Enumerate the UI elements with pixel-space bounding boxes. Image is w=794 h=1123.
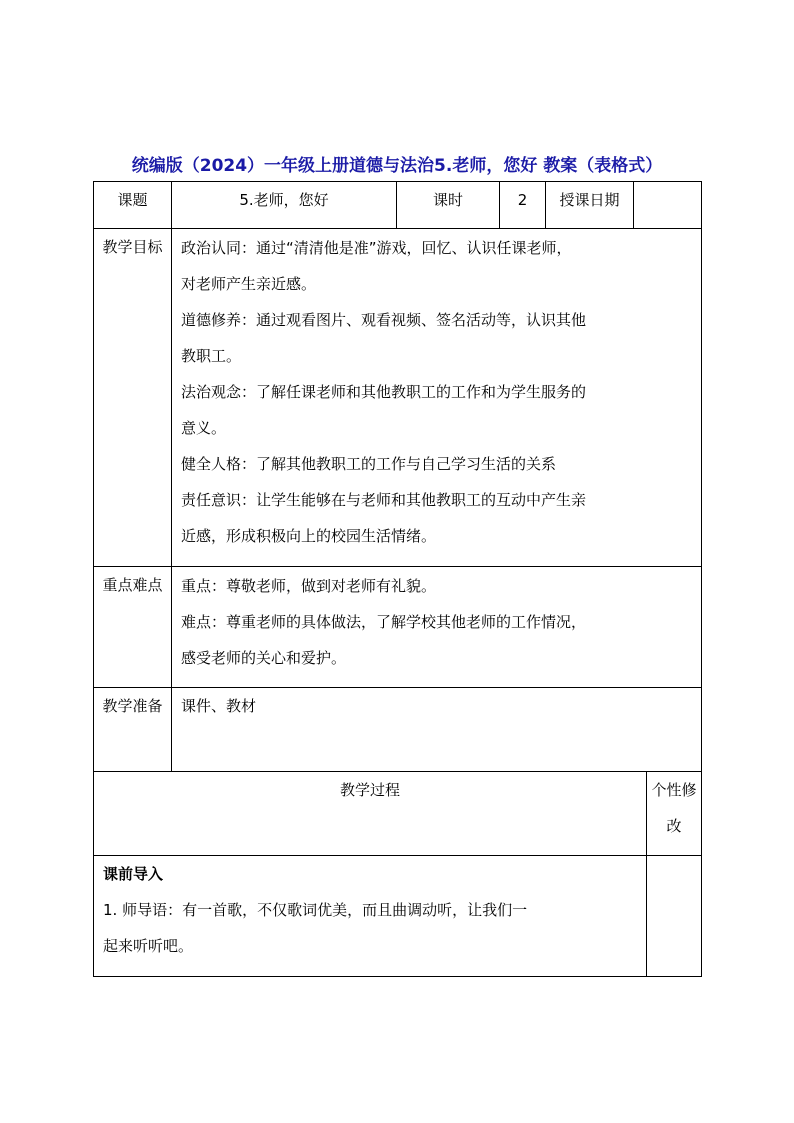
process-header-row xyxy=(94,772,702,856)
intro-personal-edit xyxy=(647,856,702,977)
preparation-value: 课件、教材 xyxy=(181,697,257,715)
objective-line: 道德修养：通过观看图片、观看视频、签名活动等，认识其他 xyxy=(181,311,587,329)
objective-line: 近感，形成积极向上的校园生活情绪。 xyxy=(181,527,437,545)
key-points-label: 重点难点 xyxy=(94,567,172,688)
preparation-content xyxy=(172,688,702,772)
intro-line: 1. 师导语：有一首歌，不仅歌词优美，而且曲调动听，让我们一 xyxy=(103,901,528,919)
key-point-line: 难点：尊重老师的具体做法，了解学校其他老师的工作情况， xyxy=(181,613,587,631)
objective-line: 对老师产生亲近感。 xyxy=(181,275,317,293)
topic-label: 课题 xyxy=(94,182,172,229)
intro-row xyxy=(94,856,702,977)
intro-content xyxy=(94,856,647,977)
key-points-content xyxy=(172,567,702,688)
date-label: 授课日期 xyxy=(546,182,634,229)
period-label: 课时 xyxy=(397,182,500,229)
process-header xyxy=(94,772,647,856)
key-point-line: 重点：尊敬老师，做到对老师有礼貌。 xyxy=(181,577,437,595)
objective-line: 责任意识：让学生能够在与老师和其他教职工的互动中产生亲 xyxy=(181,491,587,509)
lesson-plan-table xyxy=(93,181,702,977)
period-value: 2 xyxy=(500,182,546,229)
objective-line: 政治认同：通过“清清他是准”游戏，回忆、认识任课老师， xyxy=(181,239,572,257)
document-title: 统编版（2024）一年级上册道德与法治5.老师，您好 教案（表格式） xyxy=(131,156,663,176)
intro-heading: 课前导入 xyxy=(103,865,164,883)
preparation-row xyxy=(94,688,702,772)
intro-line: 起来听听吧。 xyxy=(103,937,194,955)
objective-line: 法治观念：了解任课老师和其他教职工的工作和为学生服务的 xyxy=(181,383,587,401)
objective-line: 意义。 xyxy=(181,419,227,437)
date-value xyxy=(634,182,702,229)
objective-line: 健全人格：了解其他教职工的工作与自己学习生活的关系 xyxy=(181,455,557,473)
process-label: 教学过程 xyxy=(339,781,400,799)
header-row xyxy=(94,182,702,229)
objectives-content xyxy=(172,229,702,567)
key-point-line: 感受老师的关心和爱护。 xyxy=(181,649,347,667)
key-points-row xyxy=(94,567,702,688)
topic-value: 5.老师，您好 xyxy=(172,182,397,229)
objectives-row xyxy=(94,229,702,567)
objective-line: 教职工。 xyxy=(181,347,242,365)
preparation-label: 教学准备 xyxy=(94,688,172,772)
personal-edit-label: 个性修改 xyxy=(647,772,702,856)
objectives-label: 教学目标 xyxy=(94,229,172,567)
